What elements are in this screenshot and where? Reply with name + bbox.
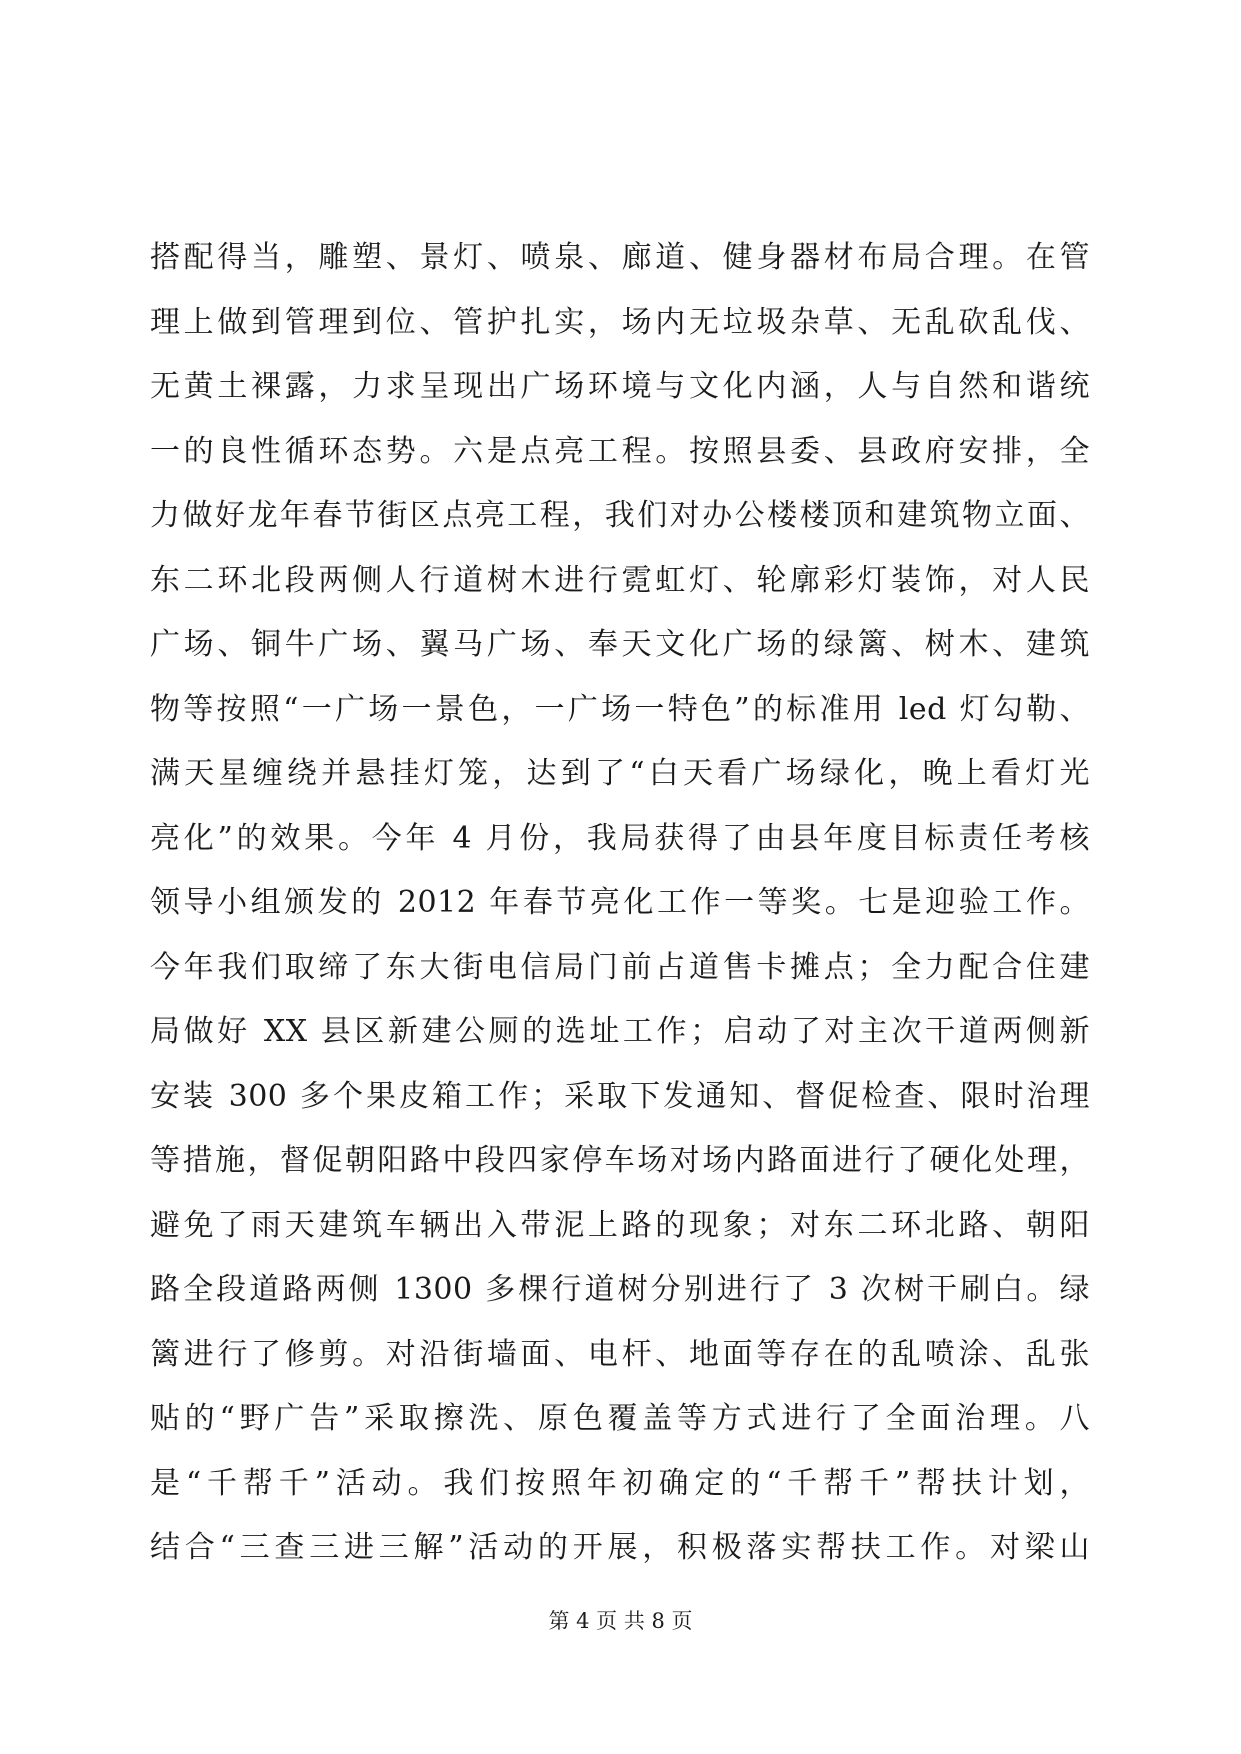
- text-line: 无黄土裸露，力求呈现出广场环境与文化内涵，人与自然和谐统: [150, 369, 1090, 404]
- text-line: 今年我们取缔了东大街电信局门前占道售卡摊点；全力配合住建: [150, 949, 1090, 985]
- text-line: 一的良性循环态势。六是点亮工程。按照县委、县政府安排，全: [150, 433, 1090, 469]
- text-line: 物等按照“一广场一景色，一广场一特色”的标准用 led 灯勾勒、: [150, 691, 1090, 727]
- text-line: 避免了雨天建筑车辆出入带泥上路的现象；对东二环北路、朝阳: [150, 1207, 1090, 1243]
- text-line: 局做好 XX 县区新建公厕的选址工作；启动了对主次干道两侧新: [150, 1014, 1090, 1049]
- text-line: 是“千帮千”活动。我们按照年初确定的“千帮千”帮扶计划，: [150, 1465, 1090, 1501]
- body-paragraph: [150, 226, 1090, 1581]
- text-line: 安装 300 多个果皮箱工作；采取下发通知、督促检查、限时治理: [150, 1078, 1090, 1114]
- page-number-footer: 第 4 页 共 8 页: [548, 1609, 693, 1633]
- text-line: 贴的“野广告”采取擦洗、原色覆盖等方式进行了全面治理。八: [150, 1401, 1090, 1436]
- text-line: 满天星缠绕并悬挂灯笼，达到了“白天看广场绿化，晚上看灯光: [150, 756, 1090, 791]
- text-line: 广场、铜牛广场、翼马广场、奉天文化广场的绿篱、树木、建筑: [150, 627, 1090, 662]
- text-line: 理上做到管理到位、管护扎实，场内无垃圾杂草、无乱砍乱伐、: [150, 304, 1090, 340]
- text-line: 力做好龙年春节街区点亮工程，我们对办公楼楼顶和建筑物立面、: [150, 498, 1090, 533]
- text-line: 东二环北段两侧人行道树木进行霓虹灯、轮廓彩灯装饰，对人民: [150, 562, 1090, 598]
- text-line: 搭配得当，雕塑、景灯、喷泉、廊道、健身器材布局合理。在管: [150, 240, 1090, 275]
- text-line: 亮化”的效果。今年 4 月份，我局获得了由县年度目标责任考核: [150, 820, 1090, 856]
- text-line: 领导小组颁发的 2012 年春节亮化工作一等奖。七是迎验工作。: [150, 885, 1090, 920]
- text-line: 结合“三查三进三解”活动的开展，积极落实帮扶工作。对梁山: [150, 1530, 1090, 1565]
- text-line: 篱进行了修剪。对沿街墙面、电杆、地面等存在的乱喷涂、乱张: [150, 1336, 1090, 1372]
- text-line: 等措施，督促朝阳路中段四家停车场对场内路面进行了硬化处理，: [150, 1143, 1090, 1178]
- text-line: 路全段道路两侧 1300 多棵行道树分别进行了 3 次树干刷白。绿: [150, 1272, 1090, 1307]
